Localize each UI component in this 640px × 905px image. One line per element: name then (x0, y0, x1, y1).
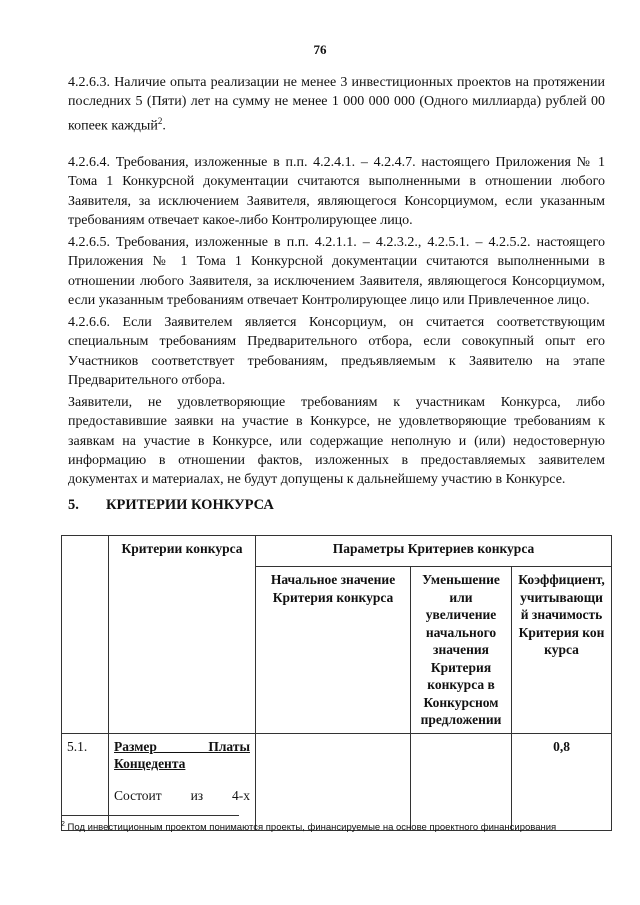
section-title: КРИТЕРИИ КОНКУРСА (106, 497, 274, 513)
note-word: из (190, 787, 204, 803)
paragraph-4-2-6-3: 4.2.6.3. Наличие опыта реализации не менее 3 инвестиционных проектов на протяжении последних 5 (Пяти) лет на сумму не менее 1 000 000 000 (Одного миллиарда) рублей 00 копеек каждый$^2$. (68, 75, 605, 134)
section-heading (68, 497, 274, 514)
criterion-name-line1: Размер Платы (114, 738, 250, 754)
paragraph-4-2-6-5: 4.2.6.5. Требования, изложенные в п.п. 4.2.1.1. – 4.2.3.2., 4.2.5.1. – 4.2.5.2. настоящего Приложения № 1 Тома 1 Конкурсной документации считаются выполненными в отношении любого Заявителя, за исключением Заявителя, являющегося Консорциумом, если указанным требованиям отвечает Контролирующее лицо или Привлеченное лицо. (68, 235, 605, 308)
header-num-cell (62, 536, 109, 734)
paragraph-applicants-rejection: Заявители, не удовлетворяющие требованиям к участникам Конкурса, либо предоставившие заявки на участие в Конкурсе, не удовлетворяющие требованиям к заявкам на участие в Конкурсе, или содержащие неполную и (или) недостоверную информацию в отношении фактов, изложенных в предоставляемых заявителем документах и материалах, не будут допущены к дальнейшему участию в Конкурсе. (68, 395, 605, 488)
footnote-marker: 2 (61, 821, 65, 828)
row-number: 5.1. (62, 733, 109, 830)
header-initial-value: Начальное значение Критерия конкурса (256, 567, 411, 734)
footnote (61, 821, 556, 833)
criterion-note (114, 787, 250, 805)
header-params: Параметры Критериев конкурса (256, 536, 612, 567)
page-number: 76 (313, 42, 327, 57)
note-word: Состоит (114, 787, 162, 803)
initial-value-cell (256, 733, 411, 830)
footnote-ref: 2 (157, 115, 163, 126)
coefficient-cell: 0,8 (512, 733, 612, 830)
change-value-cell (411, 733, 512, 830)
criteria-table (61, 535, 612, 834)
header-coefficient: Коэффициент, учитывающий значимость Критерия конкурса (512, 567, 612, 734)
table-header-row (62, 536, 612, 567)
footnote-divider (61, 815, 239, 816)
section-number: 5. (68, 497, 79, 513)
note-word: 4-х (232, 787, 250, 803)
paragraph-4-2-6-6: 4.2.6.6. Если Заявителем является Консорциум, он считается соответствующим специальным требованиям Предварительного отбора, если совокупный опыт его Участников соответствует требованиям, предъявляемым к Заявителю на этапе Предварительного отбора. (68, 315, 605, 388)
footnote-text: Под инвестиционным проектом понимаются проекты, финансируемые на основе проектного финансирования (67, 822, 557, 834)
header-change-value: Уменьшение или увеличение начального значения Критерия конкурса в Конкурсном предложении (411, 567, 512, 734)
criterion-name-line2: Концедента (114, 756, 186, 771)
paragraph-4-2-6-4: 4.2.6.4. Требования, изложенные в п.п. 4.2.4.1. – 4.2.4.7. настоящего Приложения № 1 Тома 1 Конкурсной документации считаются выполненными в отношении любого Заявителя, за исключением Заявителя, являющегося Консорциумом, если указанным требованиям отвечает какое-либо Контролирующее лицо. (68, 155, 605, 228)
header-criteria: Критерии конкурса (109, 536, 256, 734)
